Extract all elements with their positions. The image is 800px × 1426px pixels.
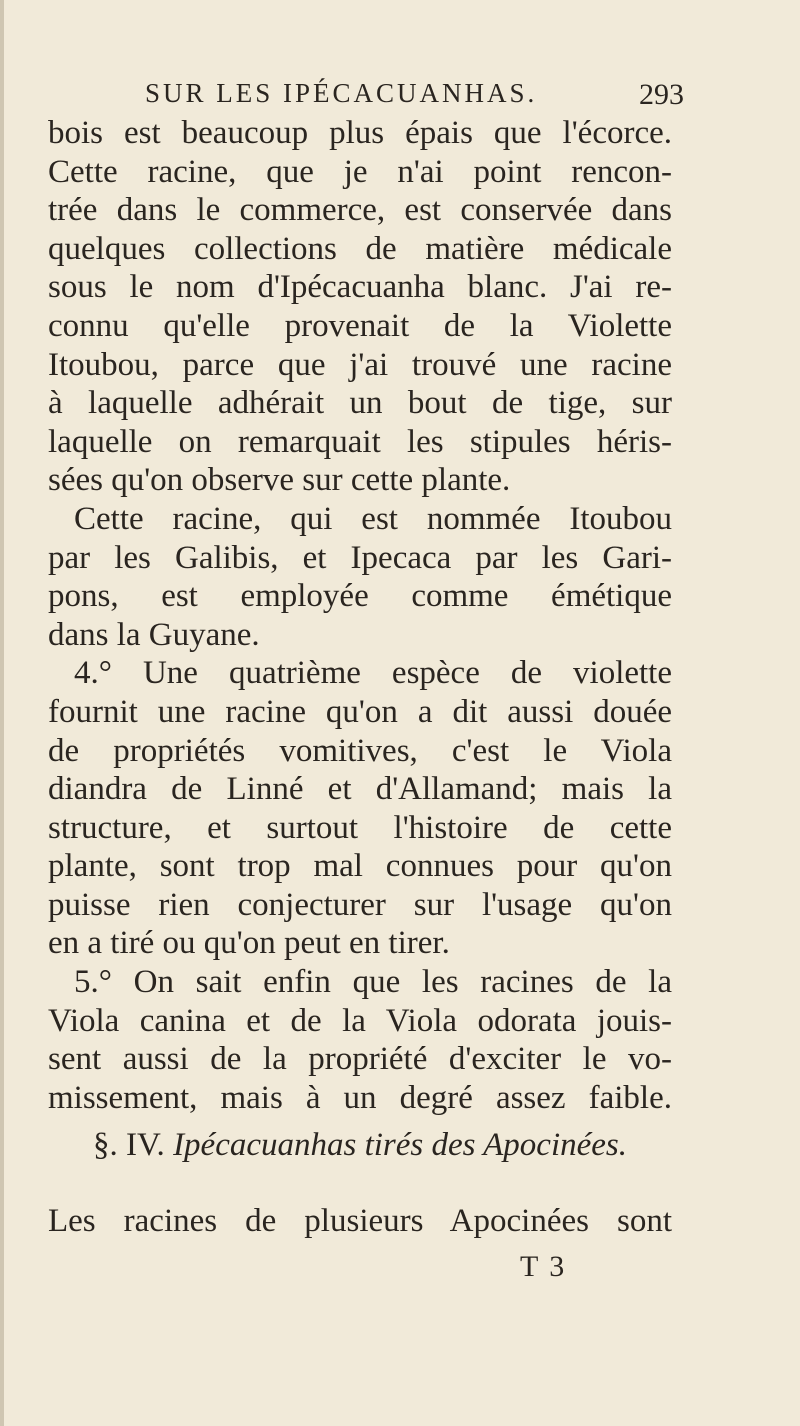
text-line: par les Galibis, et Ipecaca par les Gari- bbox=[48, 539, 672, 576]
text-line: bois est beaucoup plus épais que l'écorce. bbox=[48, 115, 672, 151]
body-text bbox=[48, 114, 672, 1117]
running-title: SUR LES IPÉCACUANHAS. bbox=[145, 78, 538, 108]
text-line: diandra de Linné et d'Allamand; mais la bbox=[48, 771, 672, 808]
text-line: sent aussi de la propriété d'exciter le vo- bbox=[48, 1041, 672, 1078]
page-edge bbox=[0, 0, 4, 1426]
text-line: connu qu'elle provenait de la Violette bbox=[48, 307, 672, 344]
text-line: plante, sont trop mal connues pour qu'on bbox=[48, 848, 672, 885]
running-head bbox=[145, 78, 684, 118]
text-line: sous le nom d'Ipécacuanha blanc. J'ai re- bbox=[48, 269, 672, 306]
text-line: en a tiré ou qu'on peut en tirer. bbox=[48, 925, 450, 962]
text-line: de propriétés vomitives, c'est le Viola bbox=[48, 732, 672, 769]
continuation-text bbox=[48, 1202, 672, 1241]
text-line: Cette racine, qui est nommée Itoubou bbox=[74, 500, 672, 537]
section-number: §. IV. bbox=[92, 1127, 165, 1163]
text-line: pons, est employée comme émétique bbox=[48, 578, 672, 615]
text-line: 5.° On sait enfin que les racines de la bbox=[74, 964, 672, 1001]
text-line: structure, et surtout l'histoire de cette bbox=[48, 809, 672, 846]
text-line: 4.° Une quatrième espèce de violette bbox=[74, 655, 672, 692]
text-line: dans la Guyane. bbox=[48, 616, 260, 653]
text-line: Les racines de plusieurs Apocinées sont bbox=[48, 1203, 672, 1239]
text-line: fournit une racine qu'on a dit aussi douée bbox=[48, 693, 672, 730]
text-line: sées qu'on observe sur cette plante. bbox=[48, 462, 511, 499]
page-number: 293 bbox=[639, 78, 684, 111]
text-line: trée dans le commerce, est conservée dans bbox=[48, 192, 672, 229]
signature-mark: T 3 bbox=[520, 1250, 567, 1283]
text-line: puisse rien conjecturer sur l'usage qu'on bbox=[48, 886, 672, 923]
text-line: Itoubou, parce que j'ai trouvé une racine bbox=[48, 346, 672, 383]
section-title: Ipécacuanhas tirés des Apocinées. bbox=[173, 1127, 628, 1163]
text-line: Cette racine, que je n'ai point rencon- bbox=[48, 153, 672, 190]
text-line: à laquelle adhérait un bout de tige, sur bbox=[48, 385, 672, 422]
section-heading bbox=[48, 1127, 672, 1164]
text-line: quelques collections de matière médicale bbox=[48, 230, 672, 267]
text-line: laquelle on remarquait les stipules héris- bbox=[48, 423, 672, 460]
text-line: missement, mais à un degré assez faible. bbox=[48, 1079, 672, 1116]
text-line: Viola canina et de la Viola odorata jouis- bbox=[48, 1002, 672, 1039]
